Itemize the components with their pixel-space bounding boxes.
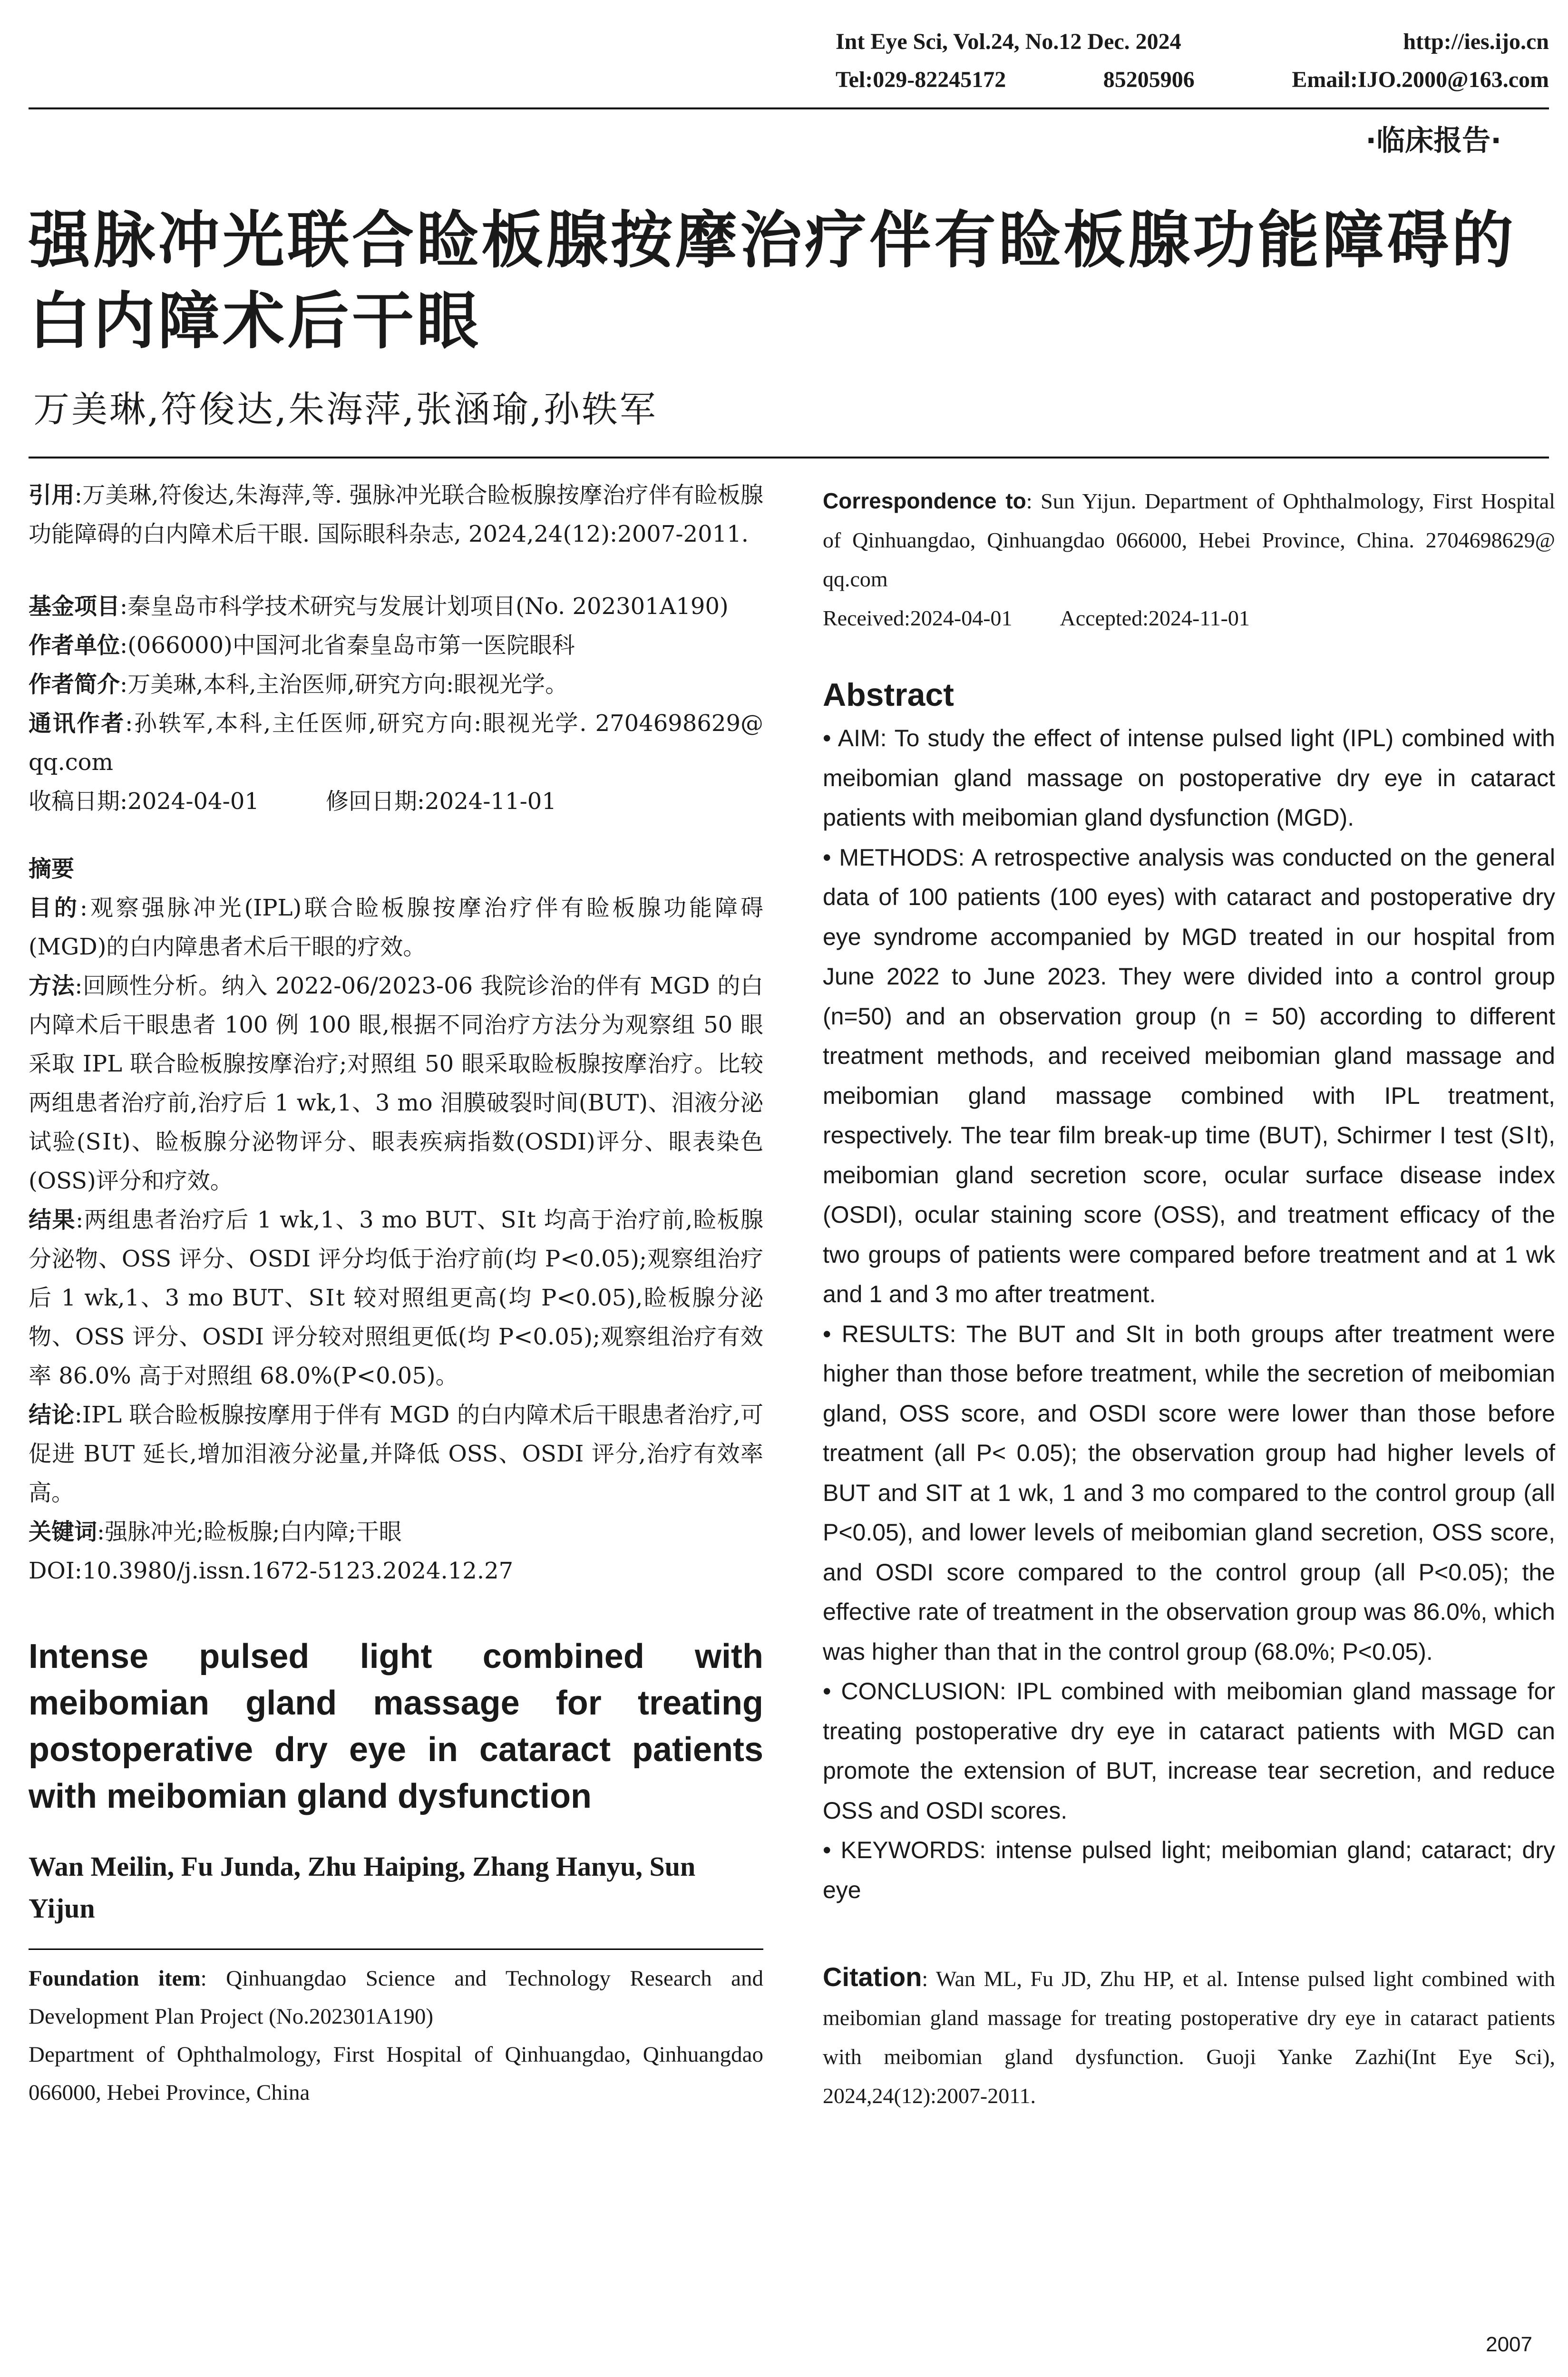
header-rule: [29, 107, 1549, 109]
citation-en-label: Citation: [823, 1962, 922, 1992]
method-cn: [29, 966, 763, 1200]
left-column: [29, 476, 763, 2112]
correspondence-label: Correspondence to: [823, 488, 1026, 513]
abstract-heading-en: Abstract: [823, 677, 954, 713]
dates-cn: [29, 782, 763, 821]
result-text: :两组患者治疗后 1 wk,1、3 mo BUT、SⅠt 均高于治疗前,睑板腺分泌物、OSS 评分、OSDI 评分均低于治疗前(均 P<0.05);观察组治疗后 1 wk,1、3 mo BUT、SⅠt 较对照组更高(均 P<0.05),睑板腺分泌物、OSS 评分、OSDI 评分较对照组更低(均 P<0.05);观察组治疗有效率 86.0% 高于对照组 68.0%(P<0.05)。: [29, 1207, 763, 1389]
journal-url[interactable]: http://ies.ijo.cn: [1403, 29, 1549, 54]
department-en: Department of Ophthalmology, First Hospital of Qinhuangdao, Qinhuangdao 066000, Hebei Province, China: [29, 2042, 763, 2105]
conclusion-en: • CONCLUSION: IPL combined with meibomian gland massage for treating postoperative dry eye in cataract patients with MGD can promote the extension of BUT, increase tear secretion, and reduce OSS and OSDI scores.: [823, 1678, 1555, 1824]
unit-cn: [29, 626, 763, 665]
citation-en-text: : Wan ML, Fu JD, Zhu HP, et al. Intense pulsed light combined with meibomian gland massage for treating postoperative dry eye in cataract patients with meibomian gland dysfunction. Guoji Yanke Zazhi(Int Eye Sci), 2024,24(12):2007-2011.: [823, 1967, 1555, 2108]
citation-text: :万美琳,符俊达,朱海萍,等. 强脉冲光联合睑板腺按摩治疗伴有睑板腺功能障碍的白内障术后干眼. 国际眼科杂志, 2024,24(12):2007-2011.: [29, 482, 763, 547]
method-label: 方法: [29, 973, 75, 999]
keywords-label: 关键词: [29, 1519, 97, 1545]
right-column: [823, 481, 1555, 2115]
fund-cn: [29, 587, 763, 626]
journal-email[interactable]: Email:IJO.2000@163.com: [1292, 67, 1549, 92]
aim-label: 目的: [29, 895, 80, 921]
corr-text: :孙轶军,本科,主任医师,研究方向:眼视光学. 2704698629@ qq.com: [29, 710, 763, 776]
accepted-en: Accepted:2024-11-01: [1060, 606, 1250, 630]
foundation-item: [29, 1959, 763, 2036]
correspondence-en: [823, 481, 1555, 599]
keywords-en: • KEYWORDS: intense pulsed light; meibomian gland; cataract; dry eye: [823, 1837, 1555, 1903]
aim-text: :观察强脉冲光(IPL)联合睑板腺按摩治疗伴有睑板腺功能障碍(MGD)的白内障患者术后干眼的疗效。: [29, 895, 763, 960]
correspondence-text: : Sun Yijun. Department of Ophthalmology, First Hospital of Qinhuangdao, Qinhuangdao 066000, Hebei Province, China. 2704698629@ qq.com: [823, 489, 1555, 591]
results-en: • RESULTS: The BUT and SIt in both groups after treatment were higher than those before treatment, while the secretion of meibomian gland, OSS score, and OSDI score were lower than those before treatment (all P< 0.05); the observation group had higher levels of BUT and SIT at 1 wk, 1 and 3 mo compared to the control group (all P<0.05), and lower levels of meibomian gland secretion, OSS score, and OSDI score compared to the control group (all P<0.05); the effective rate of treatment in the observation group was 86.0%, which was higher than that in the control group (68.0%; P<0.05).: [823, 1320, 1555, 1665]
corr-cn: [29, 704, 763, 782]
foundation-text: : Qinhuangdao Science and Technology Research and Development Plan Project (No.202301A190): [29, 1966, 763, 2029]
journal-header: [836, 23, 1549, 99]
dates-en: [823, 599, 1555, 638]
corr-label: 通讯作者: [29, 710, 126, 737]
received-en: Received:2024-04-01: [823, 606, 1013, 630]
journal-tel: Tel:029-82245172: [836, 67, 1006, 92]
methods-en: • METHODS: A retrospective analysis was conducted on the general data of 100 patients (100 eyes) with cataract and postoperative dry eye syndrome accompanied by MGD treated in our hospital from June 2022 to June 2023. They were divided into a control group (n=50) and an observation group (n = 50) according to different treatment methods, and received meibomian gland massage and meibomian gland massage combined with IPL treatment, respectively. The tear film break-up time (BUT), Schirmer I test (SⅠt), meibomian gland secretion score, ocular surface disease index (OSDI), ocular staining score (OSS), and treatment efficacy of the two groups of patients were compared before treatment and at 1 wk and 1 and 3 mo after treatment.: [823, 844, 1555, 1307]
aim-en: • AIM: To study the effect of intense pulsed light (IPL) combined with meibomian gland massage on postoperative dry eye in cataract patients with meibomian gland dysfunction (MGD).: [823, 725, 1555, 831]
article-title-cn: 强脉冲光联合睑板腺按摩治疗伴有睑板腺功能障碍的白内障术后干眼: [29, 204, 1517, 357]
fund-text: :秦皇岛市科学技术研究与发展计划项目(No. 202301A190): [120, 593, 729, 620]
conclusion-label: 结论: [29, 1402, 75, 1428]
bio-label: 作者简介: [29, 671, 120, 698]
page-number: 2007: [1486, 2333, 1532, 2356]
bio-cn: [29, 665, 763, 704]
citation-en: [823, 1958, 1555, 2115]
result-label: 结果: [29, 1207, 76, 1233]
authors-en: Wan Meilin, Fu Junda, Zhu Haiping, Zhang Hanyu, Sun Yijun: [29, 1851, 696, 1924]
keywords-cn: [29, 1512, 763, 1551]
citation-cn: [29, 476, 763, 554]
conclusion-text: :IPL 联合睑板腺按摩用于伴有 MGD 的白内障术后干眼患者治疗,可促进 BUT 延长,增加泪液分泌量,并降低 OSS、OSDI 评分,治疗有效率高。: [29, 1402, 763, 1506]
title-rule: [29, 457, 1549, 458]
keywords-text: :强脉冲光;睑板腺;白内障;干眼: [97, 1519, 402, 1545]
method-text: :回顾性分析。纳入 2022-06/2023-06 我院诊治的伴有 MGD 的白内障术后干眼患者 100 例 100 眼,根据不同治疗方法分为观察组 50 眼采取 IPL 联合睑板腺按摩治疗;对照组 50 眼采取睑板腺按摩治疗。比较两组患者治疗前,治疗后 1 wk,1、3 mo 泪膜破裂时间(BUT)、泪液分泌试验(SⅠt)、睑板腺分泌物评分、眼表疾病指数(OSDI)评分、眼表染色(OSS)评分和疗效。: [29, 973, 763, 1194]
revised-cn: 修回日期:2024-11-01: [325, 788, 556, 815]
citation-label: 引用: [29, 482, 75, 508]
aim-cn: [29, 888, 763, 966]
fund-label: 基金项目: [29, 593, 120, 620]
result-cn: [29, 1200, 763, 1395]
article-title-en: Intense pulsed light combined with meibomian gland massage for treating postoperative dry eye in cataract patients with meibomian gland dysfunction: [29, 1637, 763, 1815]
abstract-heading-cn: 摘要: [29, 856, 75, 882]
doi[interactable]: DOI:10.3980/j.issn.1672-5123.2024.12.27: [29, 1558, 514, 1584]
foundation-label: Foundation item: [29, 1966, 201, 1991]
journal-info: Int Eye Sci, Vol.24, No.12 Dec. 2024: [836, 29, 1181, 54]
unit-text: :(066000)中国河北省秦皇岛市第一医院眼科: [120, 632, 575, 659]
article-category: ·临床报告·: [1365, 124, 1501, 157]
journal-tel2: 85205906: [1103, 67, 1195, 92]
conclusion-cn: [29, 1395, 763, 1512]
unit-label: 作者单位: [29, 632, 120, 659]
received-cn: 收稿日期:2024-04-01: [29, 788, 259, 815]
bio-text: :万美琳,本科,主治医师,研究方向:眼视光学。: [120, 671, 568, 698]
authors-cn: 万美琳,符俊达,朱海萍,张涵瑜,孙轶军: [33, 388, 658, 430]
